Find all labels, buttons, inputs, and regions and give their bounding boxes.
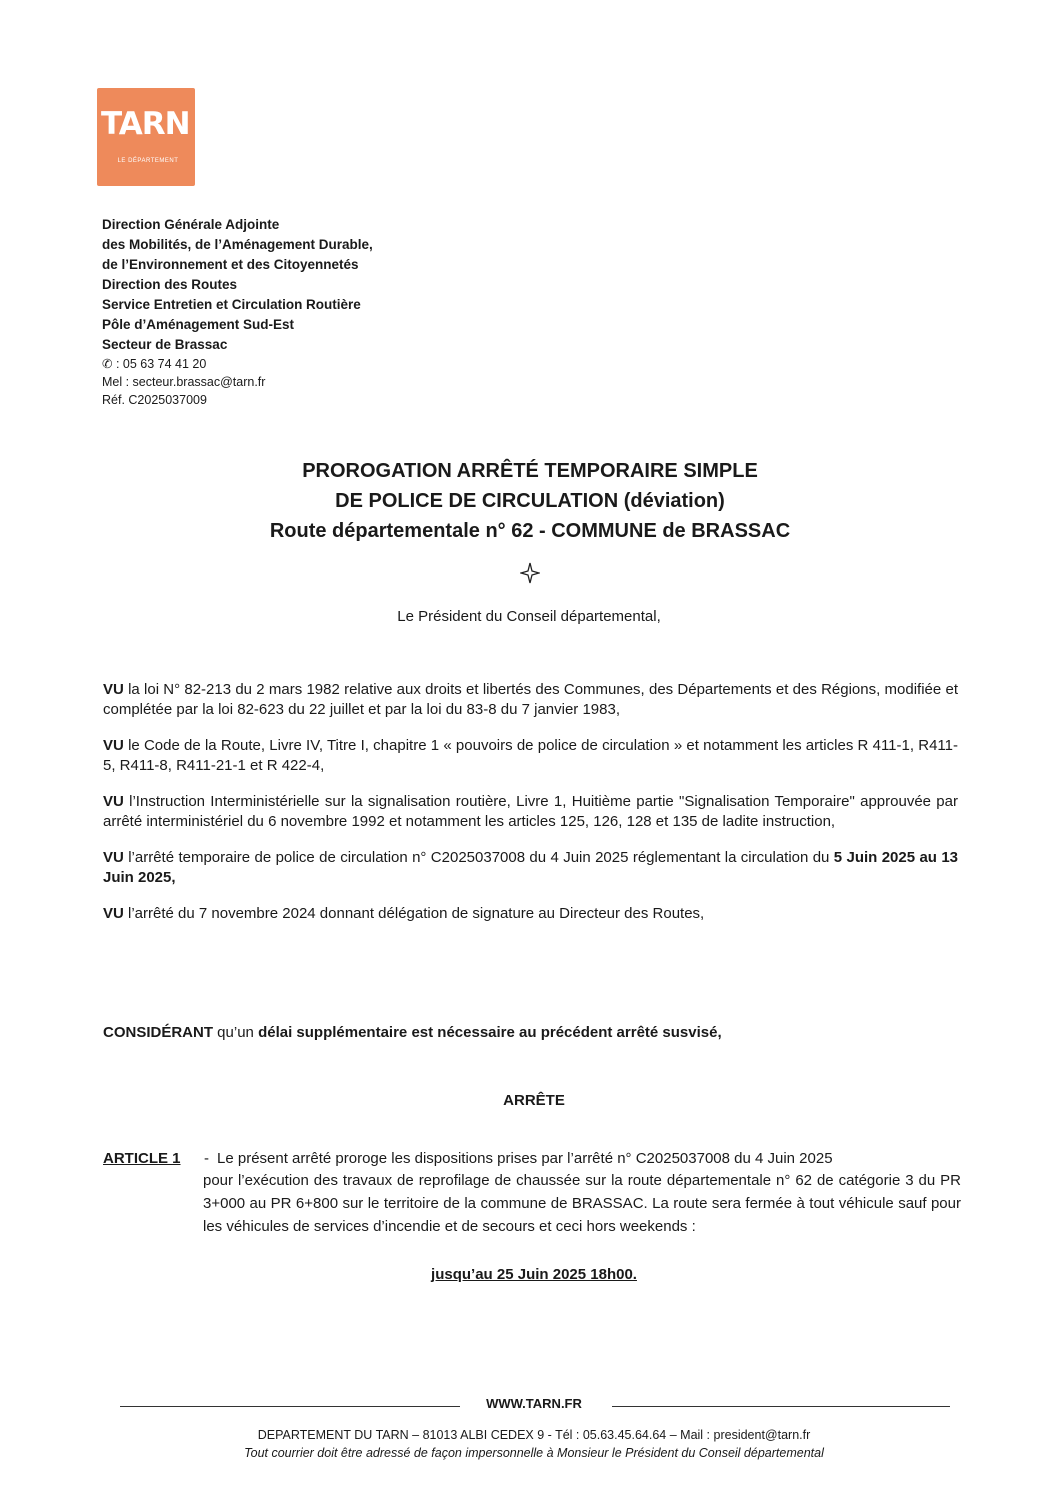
- header-line: Direction des Routes: [102, 277, 238, 292]
- star-separator-icon: [520, 562, 540, 584]
- vu-lead: VU: [103, 849, 124, 866]
- header-line: de l’Environnement et des Citoyennetés: [102, 257, 359, 272]
- footer-url[interactable]: WWW.TARN.FR: [486, 1396, 582, 1411]
- header-line: Secteur de Brassac: [102, 337, 228, 352]
- article-1-dash: -: [204, 1150, 209, 1167]
- vu-lead: VU: [103, 681, 124, 698]
- president-line: Le Président du Conseil départemental,: [397, 608, 661, 625]
- vu-text: le Code de la Route, Livre IV, Titre I, chapitre 1 « pouvoirs de police de circulation » et notamment les articles R 411-1, R411-5, R411-8, R411-21-1 et R 422-4,: [103, 737, 958, 774]
- title-line-2: DE POLICE DE CIRCULATION (déviation): [335, 490, 725, 512]
- header-line: Service Entretien et Circulation Routière: [102, 297, 361, 312]
- considerant-text: délai supplémentaire est nécessaire au précédent arrêté susvisé,: [258, 1024, 722, 1041]
- vu-paragraph: [103, 680, 958, 720]
- vu-lead: VU: [103, 793, 124, 810]
- article-1-first-line: Le présent arrêté proroge les dispositions prises par l’arrêté n° C2025037008 du 4 Juin 2025: [217, 1150, 833, 1167]
- vu-paragraph: [103, 848, 958, 888]
- considerant-mid: qu’un: [213, 1024, 259, 1041]
- vu-text: l’Instruction Interministérielle sur la signalisation routière, Livre 1, Huitième partie "Signalisation Temporaire" approuvée par arrêté interministériel du 6 novembre 1992 et notamment les articles 125, 126, 128 et 135 de ladite instruction,: [103, 793, 958, 830]
- considerant-lead: CONSIDÉRANT: [103, 1024, 214, 1041]
- header-line: des Mobilités, de l’Aménagement Durable,: [102, 237, 373, 252]
- sender-header: [102, 215, 502, 409]
- header-line: Direction Générale Adjointe: [102, 217, 280, 232]
- article-1-text: pour l’exécution des travaux de reprofilage de chaussée sur la route départementale n° 62 de catégorie 3 du PR 3+000 au PR 6+800 sur le territoire de la commune de BRASSAC. La route sera fermée à tout véhicule sauf pour les véhicules de services d’incendie et de secours et ceci hors weekends :: [203, 1172, 961, 1235]
- vu-paragraph: [103, 904, 958, 924]
- vu-lead: VU: [103, 905, 124, 922]
- until-date: jusqu’au 25 Juin 2025 18h00.: [431, 1266, 637, 1283]
- vu-paragraph: [103, 792, 958, 832]
- header-line: Pôle d’Aménagement Sud-Est: [102, 317, 295, 332]
- arrete-heading: ARRÊTE: [503, 1092, 565, 1109]
- vu-lead: VU: [103, 737, 124, 754]
- header-ref: Réf. C2025037009: [102, 393, 207, 407]
- logo-word: TARN: [101, 106, 190, 142]
- tarn-logo: [97, 88, 195, 186]
- document-title: [130, 456, 930, 546]
- vu-paragraph: [103, 736, 958, 776]
- considerant-paragraph: [103, 1023, 958, 1043]
- vu-text: l’arrêté du 7 novembre 2024 donnant délégation de signature au Directeur des Routes,: [123, 905, 705, 922]
- vu-section: [103, 680, 958, 940]
- logo-subtitle: LE DÉPARTEMENT: [117, 158, 179, 164]
- title-line-3: Route départementale n° 62 - COMMUNE de BRASSAC: [269, 520, 791, 542]
- title-line-1: PROROGATION ARRÊTÉ TEMPORAIRE SIMPLE: [302, 460, 758, 482]
- header-mail: Mel : secteur.brassac@tarn.fr: [102, 375, 266, 389]
- vu-text: la loi N° 82-213 du 2 mars 1982 relative aux droits et libertés des Communes, des Départements et des Régions, modifiée et complétée par la loi 82-623 du 22 juillet et par la loi du 83-8 du 7 janvier 1983,: [103, 681, 958, 718]
- header-phone: ✆ : 05 63 74 41 20: [102, 357, 207, 371]
- footer-note: Tout courrier doit être adressé de façon impersonnelle à Monsieur le Président du Conseil départemental: [244, 1446, 824, 1460]
- vu-dates: 5 Juin 2025 au 13 Juin 2025,: [103, 849, 959, 886]
- footer-address: DEPARTEMENT DU TARN – 81013 ALBI CEDEX 9 - Tél : 05.63.45.64.64 – Mail : president@tarn.fr: [257, 1428, 811, 1442]
- vu-text: l’arrêté temporaire de police de circulation n° C2025037008 du 4 Juin 2025 réglementant la circulation du: [123, 849, 834, 866]
- article-1-label: ARTICLE 1: [103, 1150, 181, 1167]
- footer-rule-right: [612, 1406, 950, 1407]
